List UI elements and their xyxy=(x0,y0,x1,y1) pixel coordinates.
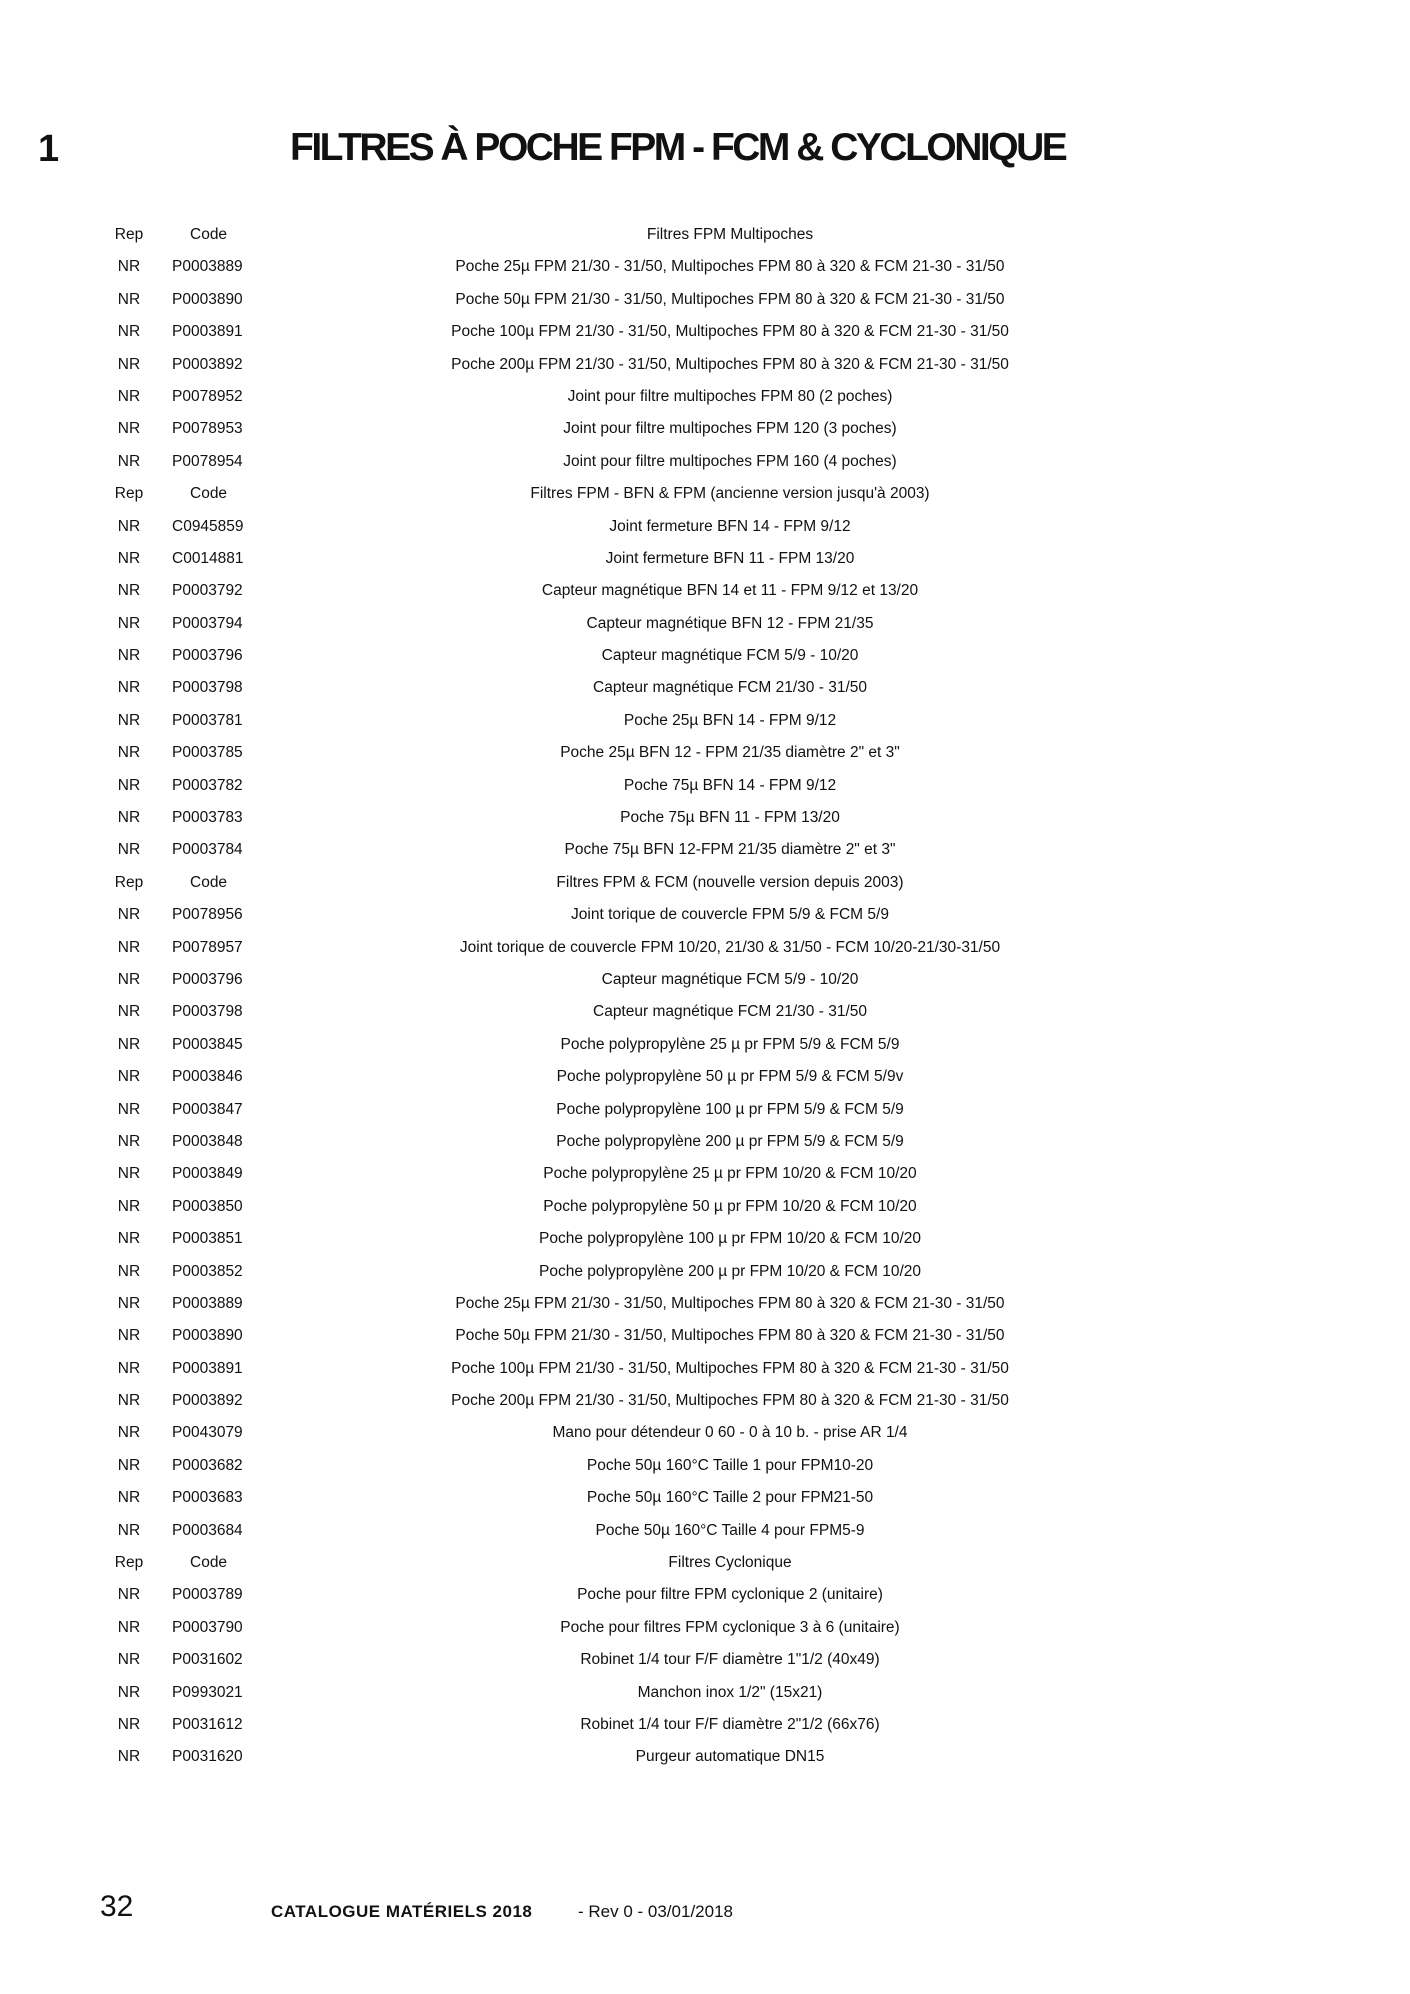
table-row xyxy=(100,834,1120,866)
rep-cell: NR xyxy=(117,1715,141,1733)
rep-cell: NR xyxy=(117,582,141,600)
description-cell: Filtres FPM Multipoches xyxy=(646,226,814,243)
table-row xyxy=(100,446,1120,478)
rep-cell: NR xyxy=(117,679,141,697)
table-row xyxy=(100,251,1120,283)
rep-cell: NR xyxy=(117,1068,141,1086)
code-cell: Code xyxy=(190,485,228,503)
chapter-number: 1 xyxy=(38,128,60,170)
table-row xyxy=(100,996,1120,1028)
rep-cell: NR xyxy=(117,1327,141,1345)
rep-cell: NR xyxy=(117,420,141,438)
section-header-row xyxy=(100,1547,1120,1579)
table-row xyxy=(100,640,1120,672)
code-cell: P0003852 xyxy=(172,1262,243,1280)
table-row xyxy=(100,1709,1120,1741)
code-cell: P0003683 xyxy=(172,1489,243,1507)
rep-cell: NR xyxy=(117,1521,141,1539)
code-cell: P0003891 xyxy=(172,1359,243,1377)
code-cell: P0003789 xyxy=(172,1586,243,1604)
rep-cell: NR xyxy=(117,323,141,341)
description-cell: Joint torique de couvercle FPM 10/20, 21/30 & 31/50 - FCM 10/20-21/30-31/50 xyxy=(459,938,1001,956)
section-header-row xyxy=(100,478,1120,510)
page-title: FILTRES À POCHE FPM - FCM & CYCLONIQUE xyxy=(290,126,1066,169)
description-cell: Robinet 1/4 tour F/F diamètre 1"1/2 (40x49) xyxy=(580,1651,880,1669)
description-cell: Capteur magnétique FCM 5/9 - 10/20 xyxy=(601,647,859,665)
table-row xyxy=(100,1320,1120,1352)
rep-cell: NR xyxy=(117,938,141,956)
table-row xyxy=(100,316,1120,348)
rep-cell: NR xyxy=(117,1456,141,1474)
description-cell: Capteur magnétique BFN 14 et 11 - FPM 9/12 et 13/20 xyxy=(541,582,919,600)
code-cell: P0003890 xyxy=(172,1327,243,1345)
rep-cell: NR xyxy=(117,1197,141,1215)
description-cell: Joint pour filtre multipoches FPM 160 (4 poches) xyxy=(563,452,897,470)
code-cell: P0003781 xyxy=(172,711,243,729)
code-cell: Code xyxy=(190,226,228,243)
description-cell: Manchon inox 1/2" (15x21) xyxy=(637,1683,823,1701)
description-cell: Poche 50µ 160°C Taille 2 pour FPM21-50 xyxy=(586,1489,874,1507)
table-row xyxy=(100,964,1120,996)
rep-cell: NR xyxy=(117,841,141,859)
table-row xyxy=(100,543,1120,575)
description-cell: Poche polypropylène 50 µ pr FPM 10/20 & FCM 10/20 xyxy=(543,1197,917,1215)
table-row xyxy=(100,737,1120,769)
code-cell: P0003892 xyxy=(172,1392,243,1410)
table-row xyxy=(100,1677,1120,1709)
table-row xyxy=(100,932,1120,964)
code-cell: P0003890 xyxy=(172,290,243,308)
description-cell: Capteur magnétique FCM 21/30 - 31/50 xyxy=(593,1003,867,1021)
code-cell: P0003784 xyxy=(172,841,243,859)
code-cell: C0945859 xyxy=(172,517,244,535)
code-cell: P0003851 xyxy=(172,1230,243,1248)
rep-cell: NR xyxy=(117,1359,141,1377)
rep-cell: NR xyxy=(117,452,141,470)
description-cell: Poche polypropylène 50 µ pr FPM 5/9 & FCM 5/9v xyxy=(556,1068,904,1086)
description-cell: Poche 25µ FPM 21/30 - 31/50, Multipoches FPM 80 à 320 & FCM 21-30 - 31/50 xyxy=(455,1294,1005,1312)
description-cell: Poche 25µ BFN 12 - FPM 21/35 diamètre 2" et 3" xyxy=(560,744,900,762)
description-cell: Poche 75µ BFN 11 - FPM 13/20 xyxy=(620,809,840,827)
description-cell: Robinet 1/4 tour F/F diamètre 2"1/2 (66x76) xyxy=(580,1715,880,1733)
table-row xyxy=(100,770,1120,802)
description-cell: Poche polypropylène 200 µ pr FPM 5/9 & FCM 5/9 xyxy=(556,1132,904,1150)
code-cell: P0078956 xyxy=(172,906,243,924)
table-row xyxy=(100,1353,1120,1385)
table-row xyxy=(100,575,1120,607)
rep-cell: NR xyxy=(117,711,141,729)
table-row xyxy=(100,511,1120,543)
rep-cell: NR xyxy=(117,1294,141,1312)
parts-table xyxy=(100,219,1120,1774)
description-cell: Poche polypropylène 100 µ pr FPM 10/20 & FCM 10/20 xyxy=(539,1230,921,1248)
code-cell: Code xyxy=(190,1554,228,1572)
description-cell: Filtres Cyclonique xyxy=(668,1554,792,1572)
code-cell: P0003790 xyxy=(172,1618,243,1636)
code-cell: P0003794 xyxy=(172,614,243,632)
code-cell: P0078952 xyxy=(172,387,243,405)
code-cell: P0003889 xyxy=(172,1294,243,1312)
table-row xyxy=(100,1385,1120,1417)
rep-cell: NR xyxy=(117,517,141,535)
description-cell: Joint fermeture BFN 14 - FPM 9/12 xyxy=(609,517,851,535)
description-cell: Poche 50µ FPM 21/30 - 31/50, Multipoches FPM 80 à 320 & FCM 21-30 - 31/50 xyxy=(455,1327,1005,1345)
catalogue-label: CATALOGUE MATÉRIELS 2018 xyxy=(271,1902,533,1921)
table-row xyxy=(100,1094,1120,1126)
description-cell: Capteur magnétique FCM 5/9 - 10/20 xyxy=(601,970,859,988)
table-row xyxy=(100,349,1120,381)
table-row xyxy=(100,1223,1120,1255)
code-cell: P0003798 xyxy=(172,1003,243,1021)
table-row xyxy=(100,672,1120,704)
description-cell: Capteur magnétique FCM 21/30 - 31/50 xyxy=(593,679,867,697)
code-cell: P0003848 xyxy=(172,1132,243,1150)
code-cell: P0003849 xyxy=(172,1165,243,1183)
description-cell: Poche 25µ BFN 14 - FPM 9/12 xyxy=(623,711,837,729)
table-row xyxy=(100,381,1120,413)
table-row xyxy=(100,899,1120,931)
description-cell: Poche 100µ FPM 21/30 - 31/50, Multipoches FPM 80 à 320 & FCM 21-30 - 31/50 xyxy=(451,323,1009,341)
description-cell: Poche pour filtres FPM cyclonique 3 à 6 (unitaire) xyxy=(560,1618,900,1636)
rep-cell: NR xyxy=(117,1392,141,1410)
rep-cell: NR xyxy=(117,1748,141,1766)
section-header-row xyxy=(100,219,1120,251)
description-cell: Capteur magnétique BFN 12 - FPM 21/35 xyxy=(586,614,874,632)
rep-cell: Rep xyxy=(114,485,144,503)
table-row xyxy=(100,284,1120,316)
table-row xyxy=(100,413,1120,445)
table-row xyxy=(100,1612,1120,1644)
code-cell: P0003684 xyxy=(172,1521,243,1539)
table-row xyxy=(100,1288,1120,1320)
code-cell: P0993021 xyxy=(172,1683,243,1701)
table-row xyxy=(100,1579,1120,1611)
rep-cell: NR xyxy=(117,1489,141,1507)
code-cell: P0003792 xyxy=(172,582,243,600)
rep-cell: NR xyxy=(117,1230,141,1248)
code-cell: P0003891 xyxy=(172,323,243,341)
description-cell: Poche polypropylène 100 µ pr FPM 5/9 & FCM 5/9 xyxy=(556,1100,904,1118)
rep-cell: NR xyxy=(117,809,141,827)
code-cell: C0014881 xyxy=(172,549,244,567)
rep-cell: NR xyxy=(117,1100,141,1118)
table-row xyxy=(100,705,1120,737)
rep-cell: NR xyxy=(117,549,141,567)
code-cell: P0078954 xyxy=(172,452,243,470)
description-cell: Mano pour détendeur 0 60 - 0 à 10 b. - prise AR 1/4 xyxy=(552,1424,908,1442)
rep-cell: Rep xyxy=(114,226,144,243)
rep-cell: NR xyxy=(117,1586,141,1604)
rep-cell: NR xyxy=(117,647,141,665)
rep-cell: NR xyxy=(117,1262,141,1280)
rep-cell: NR xyxy=(117,1618,141,1636)
code-cell: P0078953 xyxy=(172,420,243,438)
description-cell: Poche 100µ FPM 21/30 - 31/50, Multipoches FPM 80 à 320 & FCM 21-30 - 31/50 xyxy=(451,1359,1009,1377)
description-cell: Poche polypropylène 200 µ pr FPM 10/20 & FCM 10/20 xyxy=(539,1262,921,1280)
code-cell: P0003798 xyxy=(172,679,243,697)
code-cell: P0003846 xyxy=(172,1068,243,1086)
description-cell: Purgeur automatique DN15 xyxy=(635,1748,825,1766)
rep-cell: NR xyxy=(117,1132,141,1150)
table-row xyxy=(100,1741,1120,1773)
description-cell: Poche 75µ BFN 12-FPM 21/35 diamètre 2" et 3" xyxy=(564,841,896,859)
table-row xyxy=(100,1482,1120,1514)
description-cell: Poche 50µ 160°C Taille 1 pour FPM10-20 xyxy=(586,1456,874,1474)
description-cell: Poche 200µ FPM 21/30 - 31/50, Multipoches FPM 80 à 320 & FCM 21-30 - 31/50 xyxy=(451,1392,1009,1410)
code-cell: P0003845 xyxy=(172,1035,243,1053)
table-row xyxy=(100,802,1120,834)
description-cell: Poche 75µ BFN 14 - FPM 9/12 xyxy=(623,776,837,794)
code-cell: P0003783 xyxy=(172,809,243,827)
description-cell: Joint fermeture BFN 11 - FPM 13/20 xyxy=(605,549,855,567)
page-number: 32 xyxy=(100,1890,134,1923)
table-row xyxy=(100,1061,1120,1093)
rep-cell: NR xyxy=(117,776,141,794)
rep-cell: NR xyxy=(117,1035,141,1053)
rep-cell: Rep xyxy=(114,873,144,891)
description-cell: Poche polypropylène 25 µ pr FPM 10/20 & FCM 10/20 xyxy=(543,1165,917,1183)
description-cell: Joint pour filtre multipoches FPM 120 (3 poches) xyxy=(563,420,897,438)
description-cell: Poche 50µ FPM 21/30 - 31/50, Multipoches FPM 80 à 320 & FCM 21-30 - 31/50 xyxy=(455,290,1005,308)
rep-cell: NR xyxy=(117,614,141,632)
rep-cell: Rep xyxy=(114,1554,144,1572)
code-cell: P0078957 xyxy=(172,938,243,956)
rep-cell: NR xyxy=(117,258,141,276)
code-cell: P0031612 xyxy=(172,1715,243,1733)
code-cell: Code xyxy=(190,873,228,891)
revision-label: - Rev 0 - 03/01/2018 xyxy=(578,1902,733,1921)
description-cell: Joint pour filtre multipoches FPM 80 (2 poches) xyxy=(567,387,893,405)
table-row xyxy=(100,608,1120,640)
code-cell: P0003892 xyxy=(172,355,243,373)
table-row xyxy=(100,1644,1120,1676)
rep-cell: NR xyxy=(117,387,141,405)
table-row xyxy=(100,1158,1120,1190)
section-header-row xyxy=(100,867,1120,899)
table-row xyxy=(100,1029,1120,1061)
code-cell: P0003850 xyxy=(172,1197,243,1215)
description-cell: Joint torique de couvercle FPM 5/9 & FCM 5/9 xyxy=(571,906,889,924)
rep-cell: NR xyxy=(117,1651,141,1669)
table-row xyxy=(100,1256,1120,1288)
description-cell: Filtres FPM & FCM (nouvelle version depuis 2003) xyxy=(556,873,904,891)
code-cell: P0003782 xyxy=(172,776,243,794)
rep-cell: NR xyxy=(117,970,141,988)
rep-cell: NR xyxy=(117,1165,141,1183)
rep-cell: NR xyxy=(117,744,141,762)
code-cell: P0031620 xyxy=(172,1748,243,1766)
description-cell: Poche 50µ 160°C Taille 4 pour FPM5-9 xyxy=(595,1521,865,1539)
rep-cell: NR xyxy=(117,1424,141,1442)
code-cell: P0031602 xyxy=(172,1651,243,1669)
code-cell: P0043079 xyxy=(172,1424,243,1442)
rep-cell: NR xyxy=(117,290,141,308)
table-row xyxy=(100,1126,1120,1158)
code-cell: P0003889 xyxy=(172,258,243,276)
description-cell: Filtres FPM - BFN & FPM (ancienne version jusqu'à 2003) xyxy=(530,485,930,503)
description-cell: Poche 25µ FPM 21/30 - 31/50, Multipoches FPM 80 à 320 & FCM 21-30 - 31/50 xyxy=(455,258,1005,276)
code-cell: P0003682 xyxy=(172,1456,243,1474)
description-cell: Poche polypropylène 25 µ pr FPM 5/9 & FCM 5/9 xyxy=(560,1035,900,1053)
description-cell: Poche 200µ FPM 21/30 - 31/50, Multipoches FPM 80 à 320 & FCM 21-30 - 31/50 xyxy=(451,355,1009,373)
rep-cell: NR xyxy=(117,1683,141,1701)
code-cell: P0003785 xyxy=(172,744,243,762)
table-row xyxy=(100,1417,1120,1449)
rep-cell: NR xyxy=(117,1003,141,1021)
code-cell: P0003796 xyxy=(172,970,243,988)
description-cell: Poche pour filtre FPM cyclonique 2 (unitaire) xyxy=(577,1586,883,1604)
table-row xyxy=(100,1191,1120,1223)
rep-cell: NR xyxy=(117,355,141,373)
table-row xyxy=(100,1450,1120,1482)
code-cell: P0003796 xyxy=(172,647,243,665)
rep-cell: NR xyxy=(117,906,141,924)
table-row xyxy=(100,1515,1120,1547)
code-cell: P0003847 xyxy=(172,1100,243,1118)
